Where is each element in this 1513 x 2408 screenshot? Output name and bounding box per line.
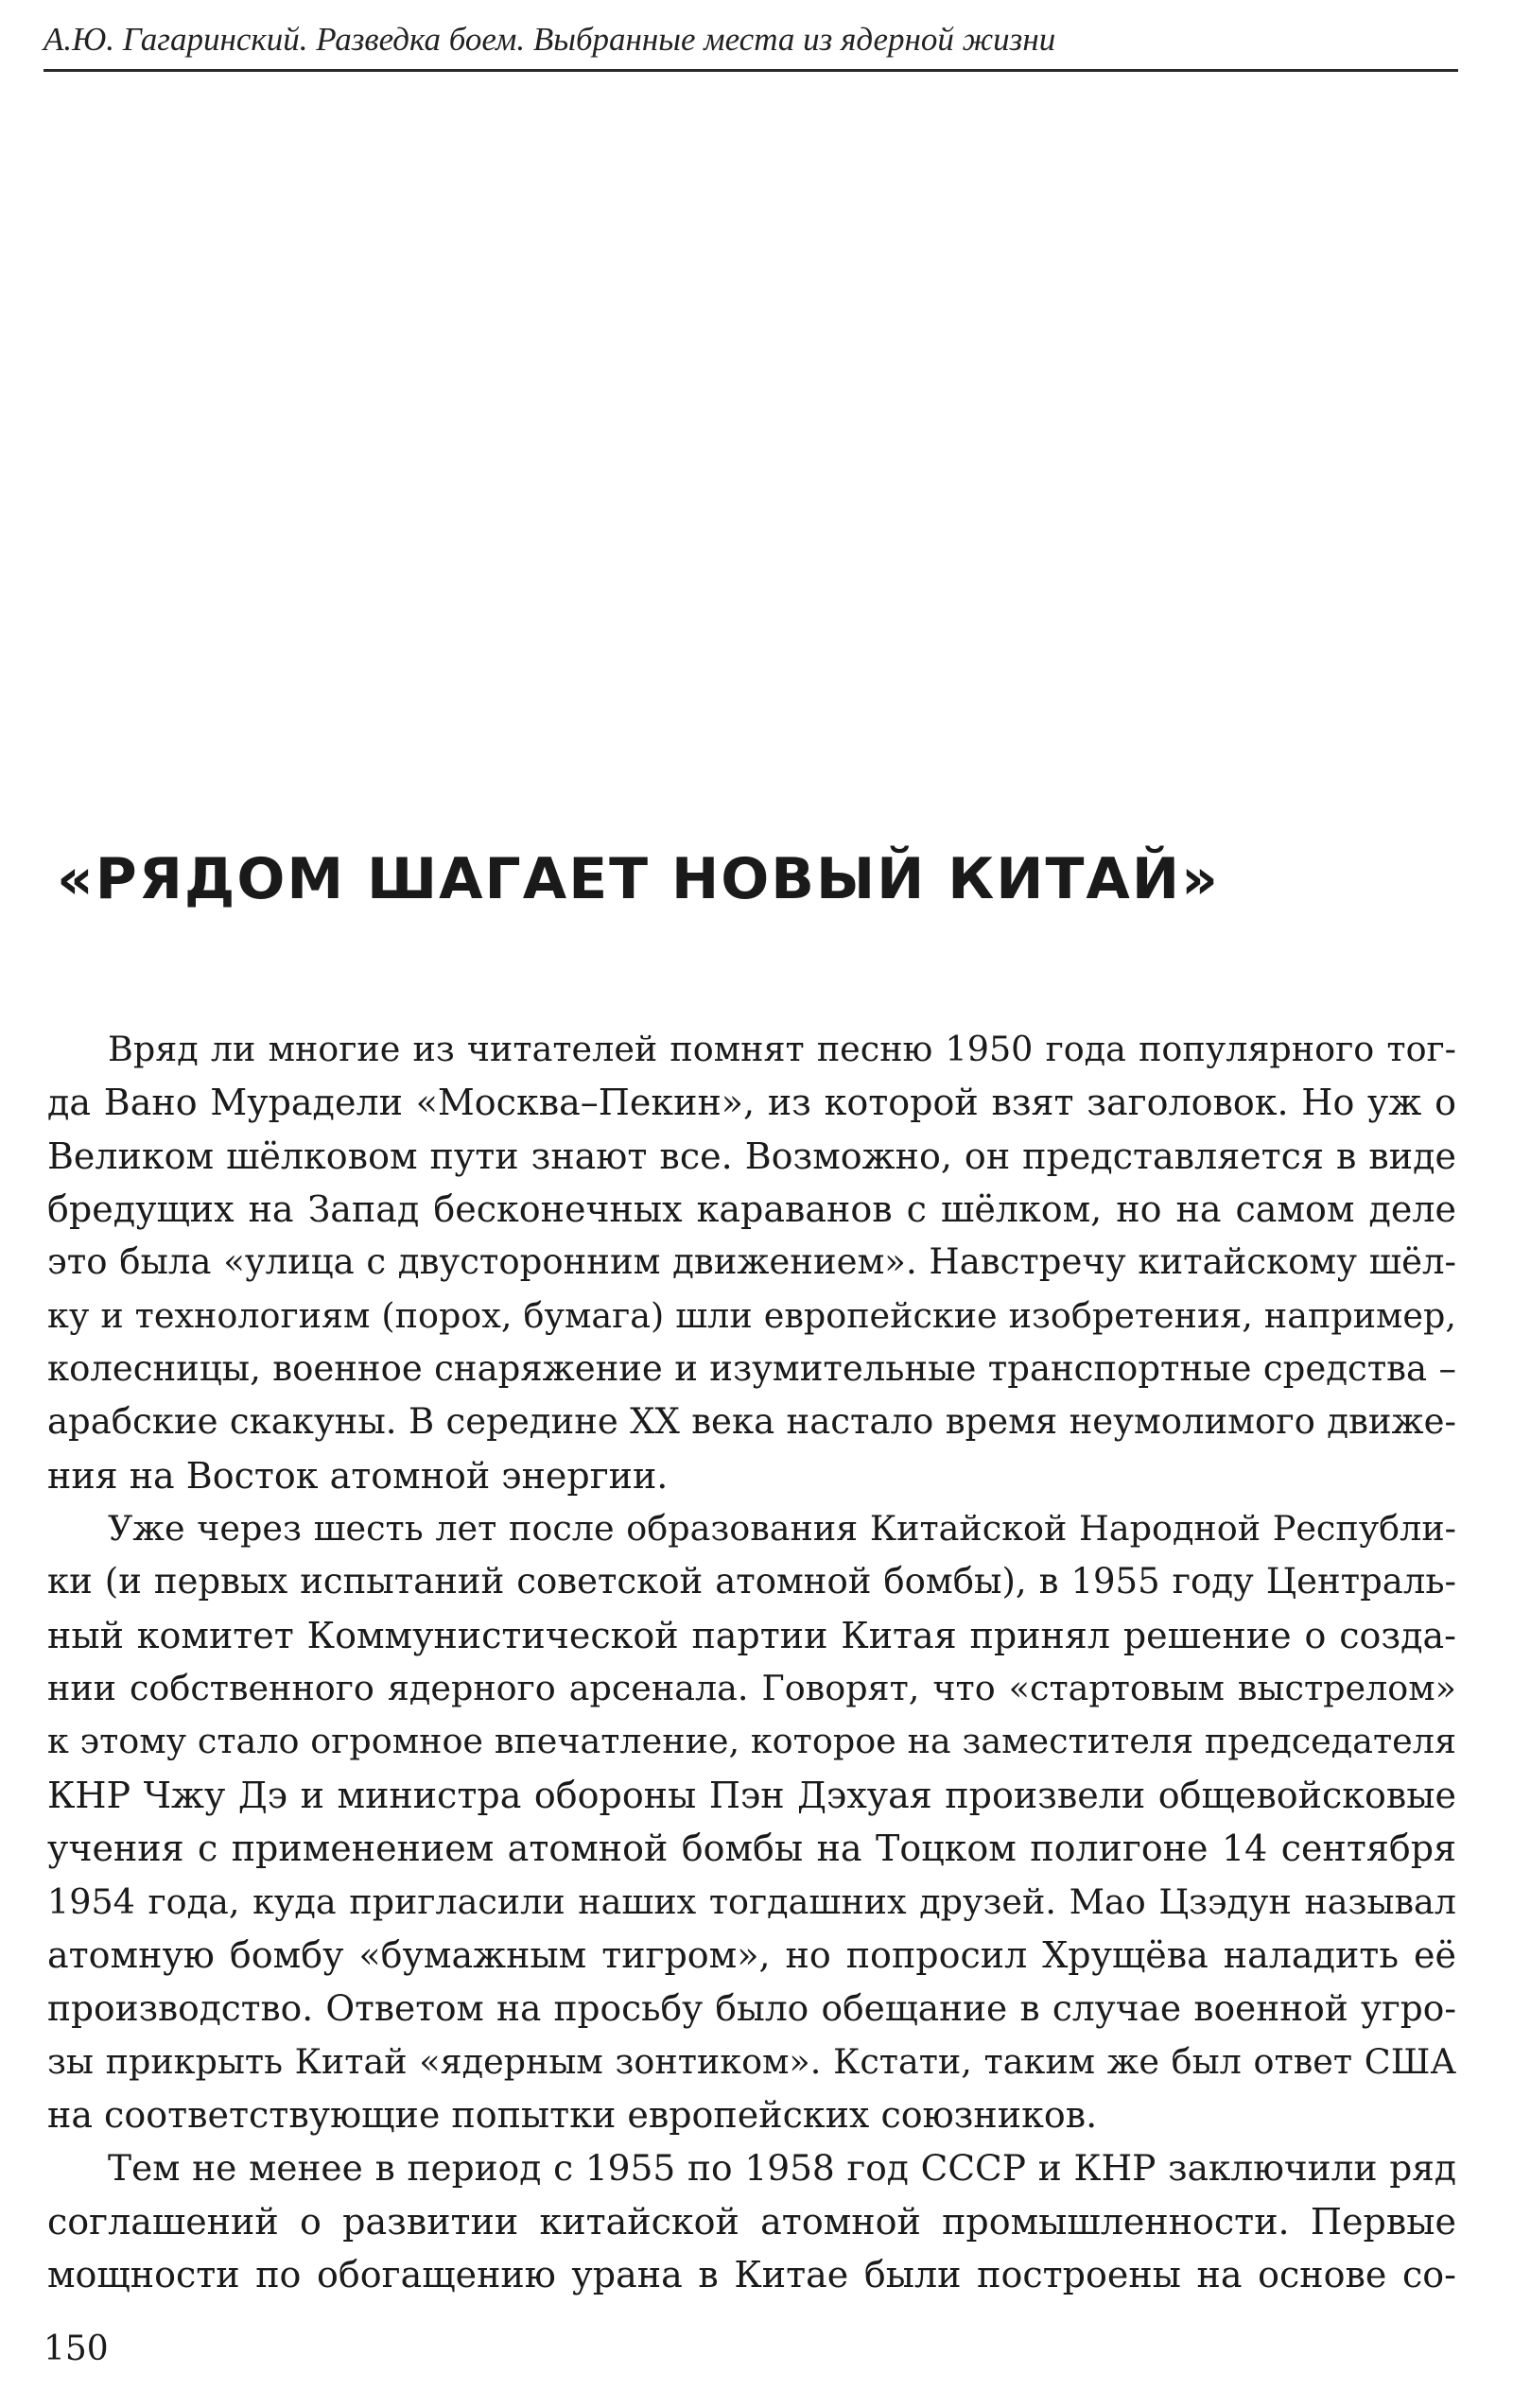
text-line: Великом шёлковом пути знают все. Возможно, он представляется в виде <box>47 1135 1456 1177</box>
text-line: ку и технологиям (порох, бумага) шли европейские изобретения, например, <box>47 1294 1456 1336</box>
text-line: это была «улица с двусторонним движением». Навстречу китайскому шёл- <box>47 1241 1456 1283</box>
text-line: соглашений о развитии китайской атомной промышленности. Первые <box>47 2200 1456 2243</box>
text-line: арабские скакуны. В середине XX века настало время неумолимого движе- <box>47 1401 1456 1443</box>
header-rule <box>43 69 1458 72</box>
text-line: зы прикрыть Китай «ядерным зонтиком». Кстати, таким же был ответ США <box>47 2040 1456 2082</box>
body-text <box>47 1023 1456 2301</box>
text-line: на соответствующие попытки европейских союзников. <box>47 2093 1098 2136</box>
text-line: Тем не менее в период с 1955 по 1958 год СССР и КНР заключили ряд <box>108 2147 1456 2190</box>
chapter-title: «РЯДОМ ШАГАЕТ НОВЫЙ КИТАЙ» <box>57 846 1220 912</box>
text-line: да Вано Мурадели «Москва–Пекин», из которой взят заголовок. Но уж о <box>47 1082 1456 1124</box>
running-header: А.Ю. Гагаринский. Разведка боем. Выбранные места из ядерной жизни <box>43 21 1056 58</box>
page-number: 150 <box>43 2330 109 2368</box>
text-line: бредущих на Запад бесконечных караванов с шёлком, но на самом деле <box>47 1188 1456 1231</box>
text-line: производство. Ответом на просьбу было обещание в случае военной угро- <box>47 1987 1456 2030</box>
text-line: Уже через шесть лет после образования Китайской Народной Республи- <box>108 1508 1456 1550</box>
text-line: нии собственного ядерного арсенала. Говорят, что «стартовым выстрелом» <box>47 1668 1456 1709</box>
text-line: ния на Восток атомной энергии. <box>47 1454 669 1497</box>
text-line: колесницы, военное снаряжение и изумительные транспортные средства – <box>47 1348 1456 1390</box>
text-line: учения с применением атомной бомбы на Тоцком полигоне 14 сентября <box>47 1828 1456 1870</box>
text-line: 1954 года, куда пригласили наших тогдашних друзей. Мао Цзэдун называл <box>47 1880 1456 1922</box>
text-line: к этому стало огромное впечатление, которое на заместителя председателя <box>47 1721 1456 1762</box>
text-line: Вряд ли многие из читателей помнят песню 1950 года популярного тог- <box>108 1029 1456 1069</box>
text-line: ки (и первых испытаний советской атомной бомбы), в 1955 году Централь- <box>47 1561 1456 1602</box>
text-line: КНР Чжу Дэ и министра обороны Пэн Дэхуая произвели общевойсковые <box>47 1774 1456 1816</box>
text-line: ный комитет Коммунистической партии Китая принял решение о созда- <box>47 1614 1456 1656</box>
text-line: атомную бомбу «бумажным тигром», но попросил Хрущёва наладить её <box>47 1933 1456 1976</box>
text-line: мощности по обогащению урана в Китае были построены на основе со- <box>47 2253 1456 2295</box>
